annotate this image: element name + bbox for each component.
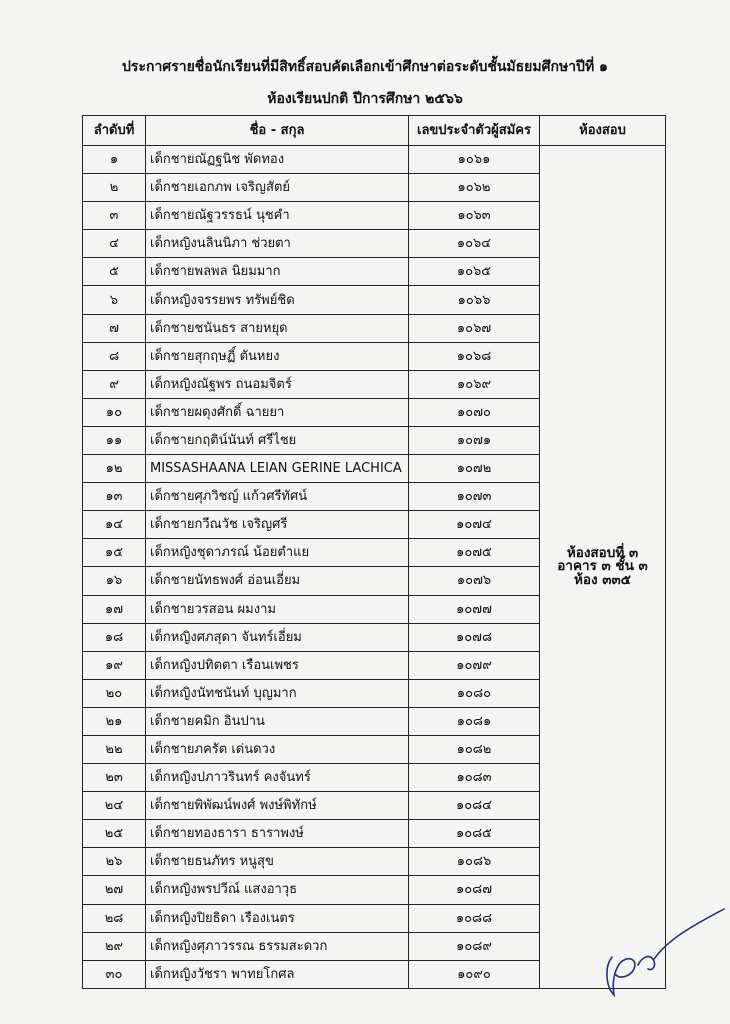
student-name: เด็กชายวรสอน ผมงาม [146,595,409,623]
applicant-number: ๑๐๗๔ [409,511,540,539]
row-number: ๑๕ [83,539,146,567]
row-number: ๑๔ [83,511,146,539]
document-title: ประกาศรายชื่อนักเรียนที่มีสิทธิ์สอบคัดเลือกเข้าศึกษาต่อระดับชั้นมัธยมศึกษาปีที่ ๑ [122,59,608,75]
applicant-number: ๑๐๗๓ [409,483,540,511]
row-number: ๒๐ [83,679,146,707]
student-name: เด็กชายชนันธร สายหยุด [146,314,409,342]
applicant-number: ๑๐๖๖ [409,286,540,314]
student-name: MISSASHAANA LEIAN GERINE LACHICA [146,455,409,483]
student-name: เด็กหญิงศุภาวรรณ ธรรมสะดวก [146,932,409,960]
row-number: ๓ [83,202,146,230]
applicant-number: ๑๐๖๗ [409,314,540,342]
applicant-number: ๑๐๘๘ [409,904,540,932]
column-header-exam-room: ห้องสอบ [540,116,666,146]
applicant-number: ๑๐๗๗ [409,595,540,623]
column-header-number: ลำดับที่ [83,116,146,146]
applicant-number: ๑๐๘๒ [409,735,540,763]
row-number: ๒๒ [83,735,146,763]
row-number: ๒๑ [83,707,146,735]
student-name: เด็กชายนัทธพงศ์ อ่อนเอี่ยม [146,567,409,595]
row-number: ๑๘ [83,623,146,651]
row-number: ๒ [83,174,146,202]
table-row [83,146,666,174]
exam-room-cell [540,146,666,989]
row-number: ๑๓ [83,483,146,511]
row-number: ๑๐ [83,398,146,426]
row-number: ๑๙ [83,651,146,679]
table-header-row [83,116,666,146]
student-name: เด็กหญิงณัฐพร ถนอมจิตร์ [146,370,409,398]
applicant-number: ๑๐๗๘ [409,623,540,651]
document-subtitle: ห้องเรียนปกติ ปีการศึกษา ๒๕๖๖ [267,91,463,107]
applicant-number: ๑๐๗๑ [409,426,540,454]
handwritten-signature [598,905,728,1005]
exam-room-line2: อาคาร ๓ ชั้น ๓ [557,558,648,575]
row-number: ๒๙ [83,932,146,960]
exam-room-line3: ห้อง ๓๓๕ [574,571,631,588]
applicant-number: ๑๐๖๒ [409,174,540,202]
row-number: ๗ [83,314,146,342]
applicant-number: ๑๐๗๖ [409,567,540,595]
applicant-number: ๑๐๖๘ [409,342,540,370]
applicant-number: ๑๐๖๑ [409,146,540,174]
applicant-number: ๑๐๖๙ [409,370,540,398]
row-number: ๑๖ [83,567,146,595]
student-name: เด็กหญิงศภสุดา จันทร์เอี่ยม [146,623,409,651]
student-name: เด็กหญิงจรรยพร ทรัพย์ชิด [146,286,409,314]
student-name: เด็กชายณัฏฐนิช พัดทอง [146,146,409,174]
student-name: เด็กหญิงปิยธิดา เรืองเนตร [146,904,409,932]
applicant-number: ๑๐๗๐ [409,398,540,426]
applicant-number: ๑๐๗๙ [409,651,540,679]
student-name: เด็กหญิงพรปวีณ์ แสงอาวุธ [146,876,409,904]
row-number: ๖ [83,286,146,314]
student-name: เด็กหญิงวัชรา พาทยโกศล [146,960,409,988]
student-name: เด็กชายสุกฤษฏิ์ ตันหยง [146,342,409,370]
student-name: เด็กชายผดุงศักดิ์ ฉายยา [146,398,409,426]
student-name: เด็กชายพิพัฒน์พงศ์ พงษ์พิทักษ์ [146,792,409,820]
applicant-number: ๑๐๘๓ [409,764,540,792]
student-name: เด็กหญิงปทิตตา เรือนเพชร [146,651,409,679]
student-name: เด็กชายคมิก อินปาน [146,707,409,735]
applicant-number: ๑๐๘๐ [409,679,540,707]
row-number: ๓๐ [83,960,146,988]
student-name: เด็กชายทองธารา ธาราพงษ์ [146,820,409,848]
row-number: ๘ [83,342,146,370]
applicant-number: ๑๐๙๐ [409,960,540,988]
roster-body [83,146,666,989]
applicant-number: ๑๐๗๒ [409,455,540,483]
student-name: เด็กชายภครัต เด่นดวง [146,735,409,763]
row-number: ๑๒ [83,455,146,483]
student-name: เด็กชายศุภวิชญ์ แก้วศรีทัศน์ [146,483,409,511]
student-name: เด็กชายกฤติน์นันท์ ศรีไชย [146,426,409,454]
student-name: เด็กชายพลพล นิยมมาก [146,258,409,286]
row-number: ๒๕ [83,820,146,848]
row-number: ๑๑ [83,426,146,454]
row-number: ๒๖ [83,848,146,876]
student-roster-table [82,115,666,989]
row-number: ๙ [83,370,146,398]
applicant-number: ๑๐๖๔ [409,230,540,258]
column-header-name: ชื่อ - สกุล [146,116,409,146]
applicant-number: ๑๐๖๓ [409,202,540,230]
row-number: ๒๗ [83,876,146,904]
row-number: ๑๗ [83,595,146,623]
applicant-number: ๑๐๘๙ [409,932,540,960]
row-number: ๒๔ [83,792,146,820]
applicant-number: ๑๐๘๕ [409,820,540,848]
row-number: ๒๘ [83,904,146,932]
applicant-number: ๑๐๘๑ [409,707,540,735]
column-header-applicant-number: เลขประจำตัวผู้สมัคร [409,116,540,146]
applicant-number: ๑๐๘๔ [409,792,540,820]
row-number: ๕ [83,258,146,286]
row-number: ๑ [83,146,146,174]
exam-room-line1: ห้องสอบที่ ๓ [566,544,639,561]
student-name: เด็กชายธนภัทร หนูสุข [146,848,409,876]
student-name: เด็กหญิงปภาวรินทร์ คงจันทร์ [146,764,409,792]
applicant-number: ๑๐๘๗ [409,876,540,904]
student-name: เด็กหญิงนลินนิภา ช่วยตา [146,230,409,258]
student-name: เด็กหญิงนัทชนันท์ บุญมาก [146,679,409,707]
row-number: ๒๓ [83,764,146,792]
student-name: เด็กชายเอกภพ เจริญสัตย์ [146,174,409,202]
row-number: ๔ [83,230,146,258]
applicant-number: ๑๐๗๕ [409,539,540,567]
student-name: เด็กชายกวีณวัช เจริญศรี [146,511,409,539]
applicant-number: ๑๐๘๖ [409,848,540,876]
student-name: เด็กหญิงชุดาภรณ์ น้อยตำแย [146,539,409,567]
applicant-number: ๑๐๖๕ [409,258,540,286]
student-name: เด็กชายณัฐวรรธน์ นุชคำ [146,202,409,230]
